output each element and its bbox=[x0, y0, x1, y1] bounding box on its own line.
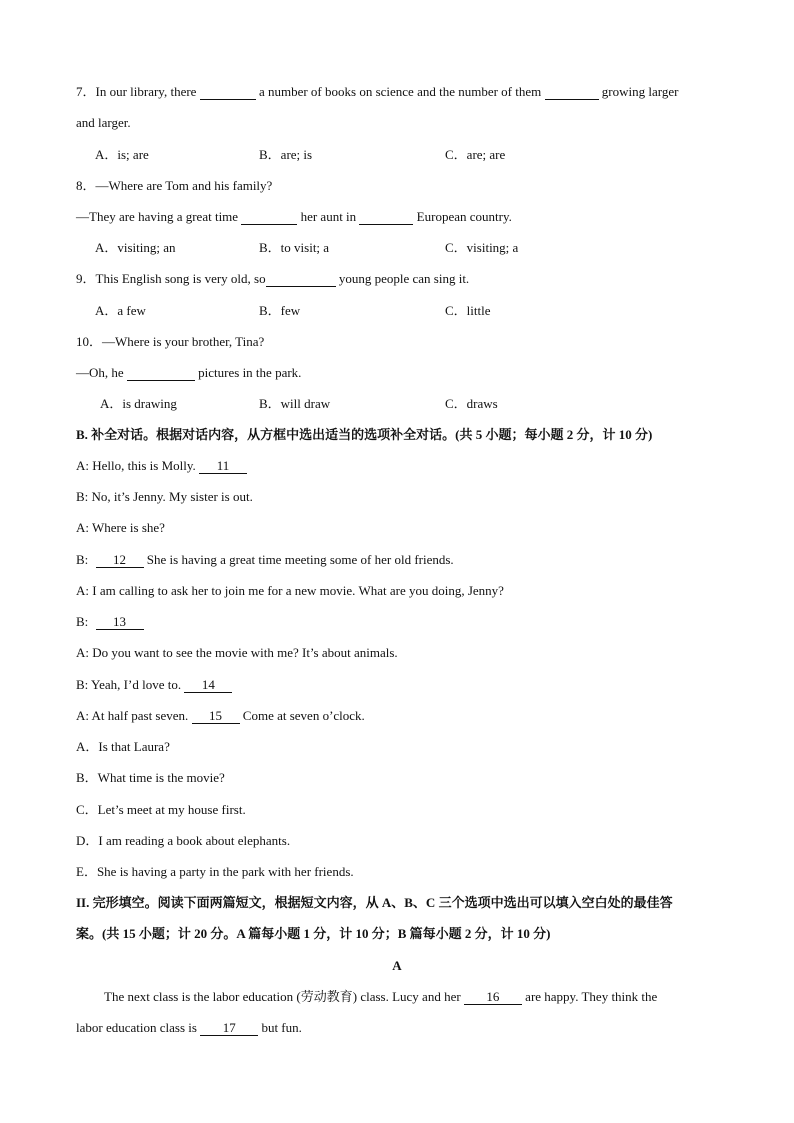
blank-11[interactable]: 11 bbox=[199, 459, 247, 474]
choice-d[interactable]: D．I am reading a book about elephants. bbox=[76, 833, 291, 848]
q7-blank-2[interactable] bbox=[545, 85, 599, 100]
dialog-line-1: A: Hello, this is Molly. 11 bbox=[76, 458, 247, 474]
dialog-line-7: A: Do you want to see the movie with me? It’s about animals. bbox=[76, 645, 398, 660]
q10-blank[interactable] bbox=[127, 366, 195, 381]
q7-line1: 7．In our library, there a number of books on science and the number of them growing larger bbox=[76, 84, 679, 99]
q7-option-b[interactable]: B．are; is bbox=[259, 147, 313, 162]
q9-blank[interactable] bbox=[266, 272, 336, 287]
q8-option-b[interactable]: B．to visit; a bbox=[259, 240, 330, 255]
section-ii-heading-line2: 案。(共 15 小题；计 20 分。A 篇每小题 1 分，计 10 分；B 篇每小题 2 分，计 10 分) bbox=[76, 926, 551, 941]
q8-line2: —They are having a great time her aunt in European country. bbox=[76, 209, 512, 224]
choice-b[interactable]: B．What time is the movie? bbox=[76, 770, 225, 785]
choice-e[interactable]: E．She is having a party in the park with her friends. bbox=[76, 864, 354, 879]
passage-a-line2: labor education class is 17 but fun. bbox=[76, 1020, 302, 1035]
q9-option-b[interactable]: B．few bbox=[259, 303, 301, 318]
q7-option-c[interactable]: C．are; are bbox=[445, 147, 506, 162]
blank-15[interactable]: 15 bbox=[192, 709, 240, 724]
q10-option-a[interactable]: A．is drawing bbox=[100, 396, 177, 411]
passage-a-line1: The next class is the labor education (劳动教育) class. Lucy and her 16 are happy. They think the bbox=[104, 989, 658, 1004]
dialog-line-5: A: I am calling to ask her to join me for a new movie. What are you doing, Jenny? bbox=[76, 583, 504, 598]
q7-blank-1[interactable] bbox=[200, 85, 256, 100]
blank-13[interactable]: 13 bbox=[96, 615, 144, 630]
dialog-line-2: B: No, it’s Jenny. My sister is out. bbox=[76, 489, 253, 504]
q7-line2: and larger. bbox=[76, 115, 131, 130]
dialog-line-4: B: 12 She is having a great time meeting some of her old friends. bbox=[76, 552, 454, 567]
q8-line1: 8．—Where are Tom and his family? bbox=[76, 178, 273, 193]
q10-line2: —Oh, he pictures in the park. bbox=[76, 365, 302, 380]
q10-line1: 10．—Where is your brother, Tina? bbox=[76, 334, 265, 349]
passage-a-title: A bbox=[392, 958, 402, 973]
section-ii-heading-line1: II. 完形填空。阅读下面两篇短文，根据短文内容，从 A、B、C 三个选项中选出可以填入空白处的最佳答 bbox=[76, 895, 673, 910]
q8-option-c[interactable]: C．visiting; a bbox=[445, 240, 519, 255]
choice-a[interactable]: A．Is that Laura? bbox=[76, 739, 170, 754]
choice-c[interactable]: C．Let’s meet at my house first. bbox=[76, 802, 246, 817]
q9-option-a[interactable]: A．a few bbox=[95, 303, 146, 318]
q9-line1: 9．This English song is very old, so young people can sing it. bbox=[76, 271, 470, 286]
blank-16[interactable]: 16 bbox=[464, 990, 522, 1005]
q8-option-a[interactable]: A．visiting; an bbox=[95, 240, 176, 255]
q8-blank-1[interactable] bbox=[241, 210, 297, 225]
section-b-heading: B. 补全对话。根据对话内容，从方框中选出适当的选项补全对话。(共 5 小题；每小题 2 分，计 10 分) bbox=[76, 427, 653, 442]
q9-option-c[interactable]: C．little bbox=[445, 303, 491, 318]
q10-option-c[interactable]: C．draws bbox=[445, 396, 498, 411]
blank-14[interactable]: 14 bbox=[184, 678, 232, 693]
q10-option-b[interactable]: B．will draw bbox=[259, 396, 331, 411]
dialog-line-8: B: Yeah, I’d love to. 14 bbox=[76, 677, 232, 693]
q7-option-a[interactable]: A．is; are bbox=[95, 147, 149, 162]
dialog-line-9: A: At half past seven. 15 Come at seven o’clock. bbox=[76, 708, 365, 723]
blank-12[interactable]: 12 bbox=[96, 553, 144, 568]
q8-blank-2[interactable] bbox=[359, 210, 413, 225]
dialog-line-6: B: 13 bbox=[76, 614, 144, 630]
dialog-line-3: A: Where is she? bbox=[76, 520, 165, 535]
blank-17[interactable]: 17 bbox=[200, 1021, 258, 1036]
